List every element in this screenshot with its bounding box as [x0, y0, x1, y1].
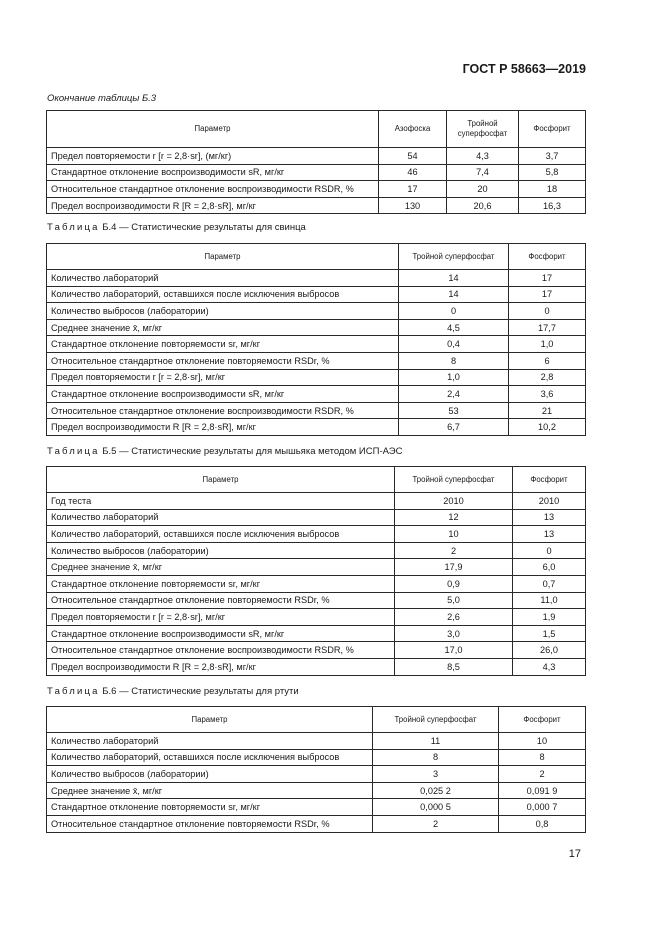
col-header: Тройной суперфосфат — [373, 707, 499, 733]
col-header: Фосфорит — [509, 244, 586, 270]
value-cell: 2 — [499, 766, 586, 783]
value-cell: 17 — [379, 181, 447, 198]
value-cell: 3,7 — [519, 148, 586, 165]
table-b4-caption — [47, 222, 306, 233]
table-row — [47, 386, 586, 403]
col-header: Фосфорит — [513, 467, 586, 493]
value-cell: 8 — [499, 749, 586, 766]
table-row — [47, 493, 586, 510]
table-b5-caption — [47, 446, 402, 457]
table-b3-caption: Окончание таблицы Б.3 — [47, 93, 157, 104]
col-header: Тройной суперфосфат — [395, 467, 513, 493]
table-row — [47, 542, 586, 559]
table-row — [47, 197, 586, 214]
value-cell: 12 — [395, 509, 513, 526]
table-b5 — [46, 466, 586, 676]
table-row — [47, 733, 586, 750]
value-cell: 3,0 — [395, 625, 513, 642]
table-b4 — [46, 243, 586, 436]
value-cell: 14 — [399, 286, 509, 303]
param-cell: Среднее значение x̄, мг/кг — [47, 319, 399, 336]
table-row — [47, 164, 586, 181]
value-cell: 0,7 — [513, 575, 586, 592]
caption-text: Б.5 — Статистические результаты для мышьяка методом ИСП-АЭС — [99, 446, 403, 457]
param-cell: Количество лабораторий, оставшихся после исключения выбросов — [47, 749, 373, 766]
value-cell: 4,3 — [513, 658, 586, 675]
param-cell: Год теста — [47, 493, 395, 510]
value-cell: 1,5 — [513, 625, 586, 642]
caption-text: Б.4 — Статистические результаты для свинца — [99, 222, 306, 233]
value-cell: 0,091 9 — [499, 782, 586, 799]
col-header: Параметр — [47, 244, 399, 270]
param-cell: Стандартное отклонение повторяемости sr, мг/кг — [47, 575, 395, 592]
table-row — [47, 609, 586, 626]
value-cell: 0 — [513, 542, 586, 559]
col-header: Фосфорит — [499, 707, 586, 733]
value-cell: 2010 — [395, 493, 513, 510]
value-cell: 8,5 — [395, 658, 513, 675]
table-row — [47, 559, 586, 576]
param-cell: Относительное стандартное отклонение воспроизводимости RSDR, % — [47, 642, 395, 659]
value-cell: 11,0 — [513, 592, 586, 609]
value-cell: 1,9 — [513, 609, 586, 626]
value-cell: 0,8 — [499, 815, 586, 832]
param-cell: Количество лабораторий — [47, 733, 373, 750]
value-cell: 130 — [379, 197, 447, 214]
caption-label: Таблица — [47, 446, 100, 457]
value-cell: 20,6 — [447, 197, 519, 214]
param-cell: Предел повторяемости r [r = 2,8·sr], (мг/кг) — [47, 148, 379, 165]
value-cell: 0 — [509, 303, 586, 320]
value-cell: 21 — [509, 402, 586, 419]
table-row — [47, 592, 586, 609]
col-header: Тройной суперфосфат — [447, 111, 519, 148]
value-cell: 6,7 — [399, 419, 509, 436]
param-cell: Количество лабораторий — [47, 509, 395, 526]
param-cell: Количество выбросов (лаборатории) — [47, 766, 373, 783]
value-cell: 17,0 — [395, 642, 513, 659]
table-row — [47, 352, 586, 369]
caption-label: Таблица — [47, 686, 100, 697]
table-row — [47, 303, 586, 320]
value-cell: 0 — [399, 303, 509, 320]
value-cell: 0,4 — [399, 336, 509, 353]
param-cell: Предел воспроизводимости R [R = 2,8·sR], мг/кг — [47, 419, 399, 436]
value-cell: 8 — [373, 749, 499, 766]
table-row — [47, 815, 586, 832]
param-cell: Стандартное отклонение воспроизводимости sR, мг/кг — [47, 625, 395, 642]
value-cell: 18 — [519, 181, 586, 198]
table-b3 — [46, 110, 586, 214]
value-cell: 6,0 — [513, 559, 586, 576]
col-header: Параметр — [47, 111, 379, 148]
param-cell: Стандартное отклонение воспроизводимости sR, мг/кг — [47, 386, 399, 403]
param-cell: Относительное стандартное отклонение повторяемости RSDr, % — [47, 592, 395, 609]
param-cell: Относительное стандартное отклонение воспроизводимости RSDR, % — [47, 181, 379, 198]
value-cell: 13 — [513, 509, 586, 526]
table-row — [47, 419, 586, 436]
param-cell: Количество лабораторий — [47, 270, 399, 287]
value-cell: 2 — [395, 542, 513, 559]
param-cell: Стандартное отклонение повторяемости sr, мг/кг — [47, 799, 373, 816]
table-b6 — [46, 706, 586, 833]
caption-label: Таблица — [47, 222, 100, 233]
value-cell: 5,8 — [519, 164, 586, 181]
param-cell: Количество лабораторий, оставшихся после исключения выбросов — [47, 526, 395, 543]
table-row — [47, 658, 586, 675]
value-cell: 20 — [447, 181, 519, 198]
value-cell: 54 — [379, 148, 447, 165]
param-cell: Предел повторяемости r [r = 2,8·sr], мг/кг — [47, 609, 395, 626]
value-cell: 0,000 7 — [499, 799, 586, 816]
value-cell: 4,5 — [399, 319, 509, 336]
param-cell: Предел воспроизводимости R [R = 2,8·sR], мг/кг — [47, 197, 379, 214]
table-row — [47, 766, 586, 783]
value-cell: 3,6 — [509, 386, 586, 403]
value-cell: 2,4 — [399, 386, 509, 403]
value-cell: 2,6 — [395, 609, 513, 626]
col-header: Параметр — [47, 707, 373, 733]
table-row — [47, 782, 586, 799]
value-cell: 10 — [499, 733, 586, 750]
table-row — [47, 336, 586, 353]
value-cell: 17,7 — [509, 319, 586, 336]
param-cell: Среднее значение x̄, мг/кг — [47, 559, 395, 576]
table-row — [47, 148, 586, 165]
value-cell: 1,0 — [399, 369, 509, 386]
table-b6-caption — [47, 686, 299, 697]
table-row — [47, 642, 586, 659]
table-row — [47, 369, 586, 386]
col-header: Азофоска — [379, 111, 447, 148]
value-cell: 2 — [373, 815, 499, 832]
param-cell: Относительное стандартное отклонение воспроизводимости RSDR, % — [47, 402, 399, 419]
value-cell: 6 — [509, 352, 586, 369]
param-cell: Количество выбросов (лаборатории) — [47, 303, 399, 320]
param-cell: Относительное стандартное отклонение повторяемости RSDr, % — [47, 815, 373, 832]
value-cell: 16,3 — [519, 197, 586, 214]
table-row — [47, 270, 586, 287]
value-cell: 10,2 — [509, 419, 586, 436]
col-header: Параметр — [47, 467, 395, 493]
param-cell: Относительное стандартное отклонение повторяемости RSDr, % — [47, 352, 399, 369]
param-cell: Стандартное отклонение воспроизводимости sR, мг/кг — [47, 164, 379, 181]
table-row — [47, 319, 586, 336]
value-cell: 2,8 — [509, 369, 586, 386]
param-cell: Количество выбросов (лаборатории) — [47, 542, 395, 559]
value-cell: 17 — [509, 270, 586, 287]
value-cell: 17,9 — [395, 559, 513, 576]
table-row — [47, 181, 586, 198]
table-row — [47, 749, 586, 766]
value-cell: 10 — [395, 526, 513, 543]
document-id: ГОСТ Р 58663—2019 — [462, 62, 586, 76]
value-cell: 1,0 — [509, 336, 586, 353]
table-row — [47, 575, 586, 592]
value-cell: 5,0 — [395, 592, 513, 609]
value-cell: 8 — [399, 352, 509, 369]
caption-text: Б.6 — Статистические результаты для ртути — [99, 686, 299, 697]
value-cell: 11 — [373, 733, 499, 750]
param-cell: Предел воспроизводимости R [R = 2,8·sR], мг/кг — [47, 658, 395, 675]
param-cell: Количество лабораторий, оставшихся после исключения выбросов — [47, 286, 399, 303]
col-header: Фосфорит — [519, 111, 586, 148]
value-cell: 0,025 2 — [373, 782, 499, 799]
value-cell: 7,4 — [447, 164, 519, 181]
col-header: Тройной суперфосфат — [399, 244, 509, 270]
value-cell: 46 — [379, 164, 447, 181]
table-row — [47, 509, 586, 526]
page-number: 17 — [568, 848, 581, 860]
value-cell: 53 — [399, 402, 509, 419]
value-cell: 3 — [373, 766, 499, 783]
value-cell: 0,9 — [395, 575, 513, 592]
value-cell: 13 — [513, 526, 586, 543]
value-cell: 2010 — [513, 493, 586, 510]
table-row — [47, 286, 586, 303]
value-cell: 17 — [509, 286, 586, 303]
value-cell: 0,000 5 — [373, 799, 499, 816]
table-row — [47, 625, 586, 642]
value-cell: 4,3 — [447, 148, 519, 165]
table-row — [47, 526, 586, 543]
value-cell: 14 — [399, 270, 509, 287]
table-row — [47, 799, 586, 816]
value-cell: 26,0 — [513, 642, 586, 659]
table-row — [47, 402, 586, 419]
param-cell: Предел повторяемости r [r = 2,8·sr], мг/кг — [47, 369, 399, 386]
param-cell: Среднее значение x̄, мг/кг — [47, 782, 373, 799]
param-cell: Стандартное отклонение повторяемости sr, мг/кг — [47, 336, 399, 353]
